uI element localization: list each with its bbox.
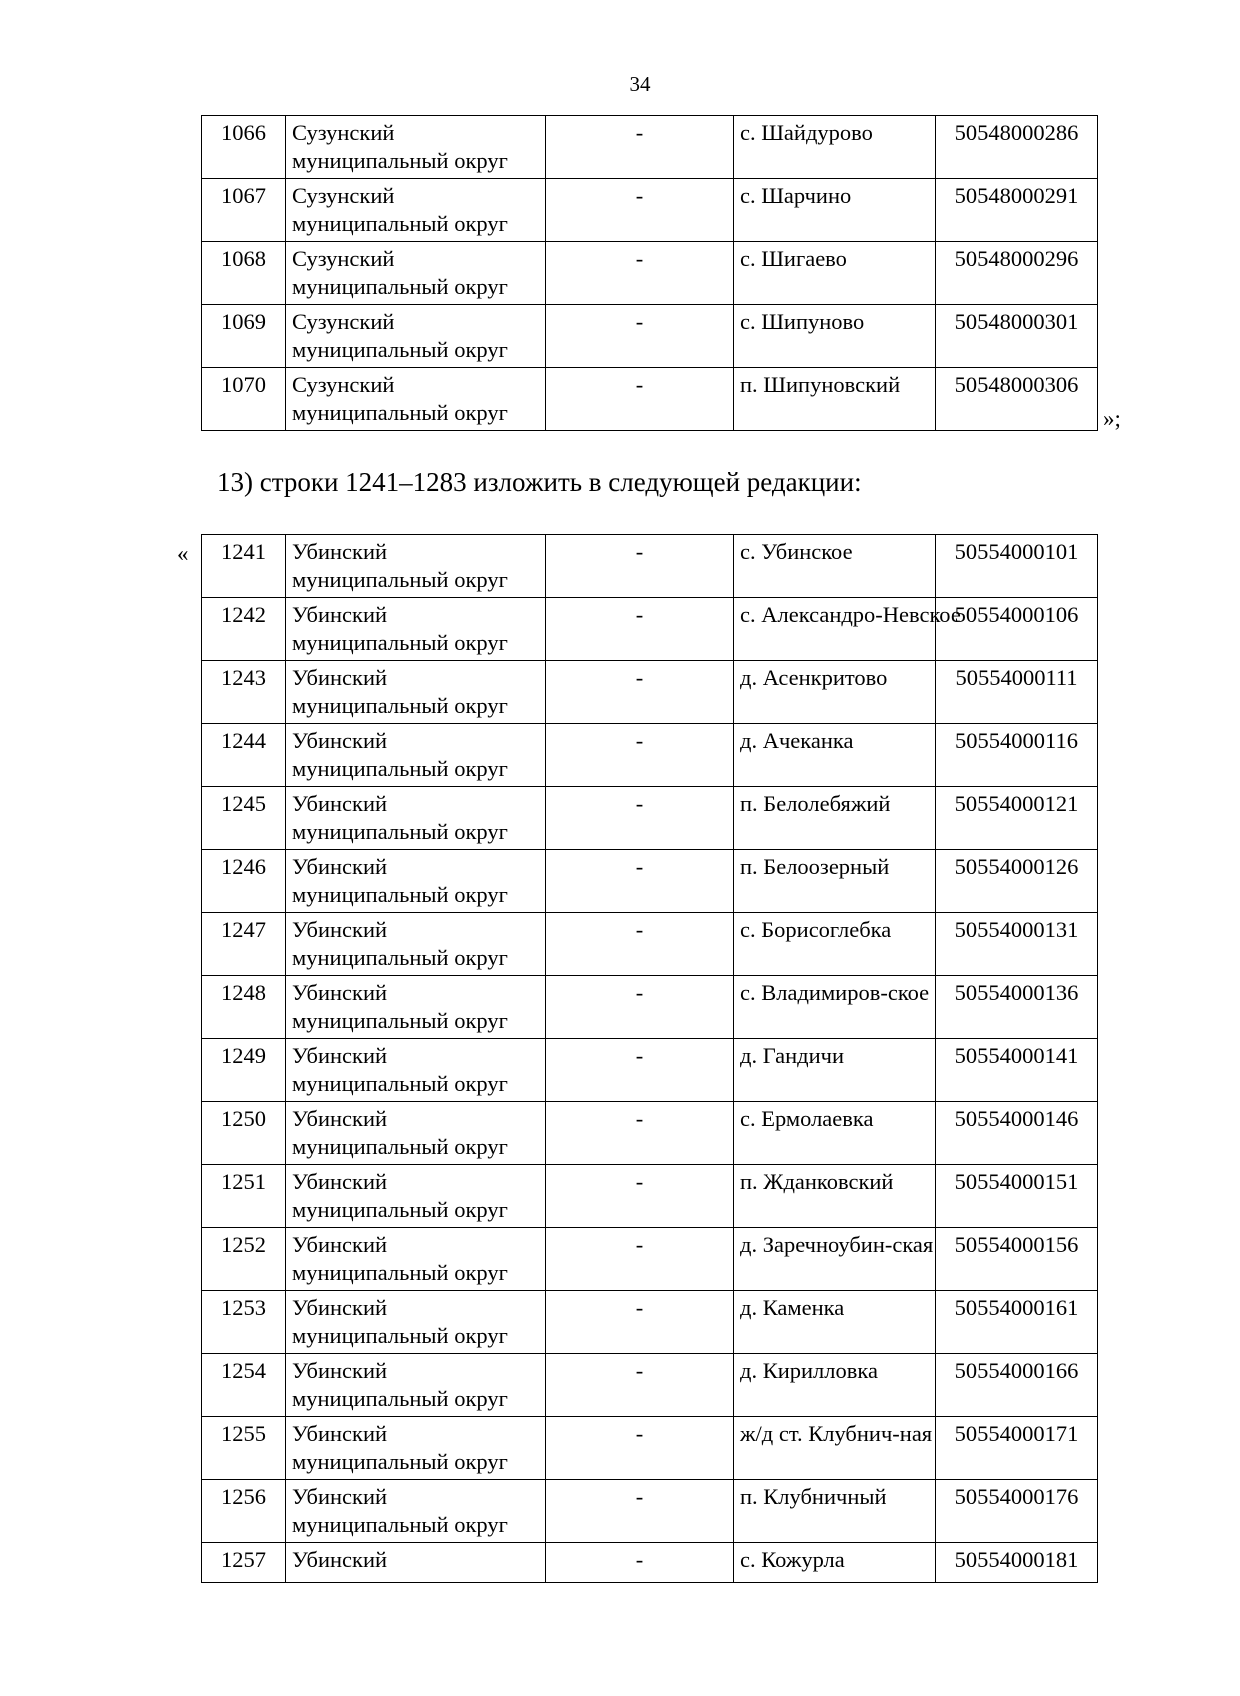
table-row xyxy=(202,1354,1098,1417)
row-number-cell: 1254 xyxy=(202,1354,286,1417)
district-name: Убинский xyxy=(292,1484,388,1509)
district-cell xyxy=(286,242,546,305)
oktmo-code-cell: 50548000306 xyxy=(936,368,1098,431)
settlements-table-bottom-body xyxy=(202,535,1098,1583)
empty-dash-cell: - xyxy=(546,535,734,598)
district-type: муниципальный округ xyxy=(292,1197,508,1222)
district-type: муниципальный округ xyxy=(292,1449,508,1474)
table-row xyxy=(202,305,1098,368)
oktmo-code-cell: 50554000101 xyxy=(936,535,1098,598)
district-name: Убинский xyxy=(292,1421,388,1446)
district-type: муниципальный округ xyxy=(292,1386,508,1411)
settlement-cell: п. Жданковский xyxy=(734,1165,936,1228)
empty-dash-cell: - xyxy=(546,724,734,787)
district-name: Сузунский xyxy=(292,309,395,334)
row-number-cell: 1252 xyxy=(202,1228,286,1291)
district-type: муниципальный округ xyxy=(292,693,508,718)
district-name: Убинский xyxy=(292,1043,388,1068)
district-type: муниципальный округ xyxy=(292,630,508,655)
district-name: Убинский xyxy=(292,602,388,627)
row-number-cell: 1250 xyxy=(202,1102,286,1165)
district-name: Убинский xyxy=(292,917,388,942)
table-row xyxy=(202,1291,1098,1354)
district-cell xyxy=(286,305,546,368)
district-type: муниципальный округ xyxy=(292,400,508,425)
district-type: муниципальный округ xyxy=(292,945,508,970)
district-cell xyxy=(286,850,546,913)
row-number-cell: 1256 xyxy=(202,1480,286,1543)
row-number-cell: 1245 xyxy=(202,787,286,850)
district-cell xyxy=(286,598,546,661)
empty-dash-cell: - xyxy=(546,242,734,305)
oktmo-code-cell: 50554000146 xyxy=(936,1102,1098,1165)
district-name: Убинский xyxy=(292,1547,388,1572)
empty-dash-cell: - xyxy=(546,787,734,850)
empty-dash-cell: - xyxy=(546,179,734,242)
district-name: Убинский xyxy=(292,665,388,690)
district-name: Убинский xyxy=(292,1106,388,1131)
district-name: Сузунский xyxy=(292,120,395,145)
oktmo-code-cell: 50554000181 xyxy=(936,1543,1098,1583)
district-cell xyxy=(286,913,546,976)
row-number-cell: 1241 xyxy=(202,535,286,598)
table-row xyxy=(202,1417,1098,1480)
table-row xyxy=(202,1228,1098,1291)
table-row xyxy=(202,535,1098,598)
oktmo-code-cell: 50554000126 xyxy=(936,850,1098,913)
settlements-table-top-body xyxy=(202,116,1098,431)
district-name: Сузунский xyxy=(292,183,395,208)
closing-quote-mark: »; xyxy=(1103,406,1121,431)
oktmo-code-cell: 50554000141 xyxy=(936,1039,1098,1102)
empty-dash-cell: - xyxy=(546,368,734,431)
row-number-cell: 1069 xyxy=(202,305,286,368)
empty-dash-cell: - xyxy=(546,1354,734,1417)
settlement-cell: с. Шигаево xyxy=(734,242,936,305)
district-cell xyxy=(286,1417,546,1480)
table-row xyxy=(202,368,1098,431)
opening-quote-mark: « xyxy=(177,541,189,566)
row-number-cell: 1246 xyxy=(202,850,286,913)
settlement-cell: с. Шарчино xyxy=(734,179,936,242)
empty-dash-cell: - xyxy=(546,1102,734,1165)
district-name: Убинский xyxy=(292,854,388,879)
district-name: Убинский xyxy=(292,728,388,753)
row-number-cell: 1067 xyxy=(202,179,286,242)
amendment-instruction: 13) строки 1241–1283 изложить в следующей редакции: xyxy=(217,467,862,497)
settlement-cell: д. Каменка xyxy=(734,1291,936,1354)
table-row xyxy=(202,1165,1098,1228)
district-type: муниципальный округ xyxy=(292,756,508,781)
empty-dash-cell: - xyxy=(546,1291,734,1354)
oktmo-code-cell: 50554000116 xyxy=(936,724,1098,787)
oktmo-code-cell: 50548000296 xyxy=(936,242,1098,305)
district-name: Убинский xyxy=(292,791,388,816)
district-name: Убинский xyxy=(292,539,388,564)
row-number-cell: 1255 xyxy=(202,1417,286,1480)
settlement-cell: д. Кирилловка xyxy=(734,1354,936,1417)
table-row xyxy=(202,242,1098,305)
district-name: Сузунский xyxy=(292,372,395,397)
settlement-cell: д. Асенкритово xyxy=(734,661,936,724)
row-number-cell: 1248 xyxy=(202,976,286,1039)
district-name: Убинский xyxy=(292,980,388,1005)
row-number-cell: 1242 xyxy=(202,598,286,661)
settlement-cell: с. Борисоглебка xyxy=(734,913,936,976)
district-type: муниципальный округ xyxy=(292,882,508,907)
settlement-cell: п. Белоозерный xyxy=(734,850,936,913)
oktmo-code-cell: 50554000131 xyxy=(936,913,1098,976)
settlement-cell: д. Заречноубин-ская xyxy=(734,1228,936,1291)
district-cell xyxy=(286,1102,546,1165)
settlement-cell: с. Шипуново xyxy=(734,305,936,368)
district-type: муниципальный округ xyxy=(292,1323,508,1348)
settlement-cell: д. Ачеканка xyxy=(734,724,936,787)
table-row xyxy=(202,661,1098,724)
district-type: муниципальный округ xyxy=(292,567,508,592)
district-cell xyxy=(286,1039,546,1102)
district-cell xyxy=(286,661,546,724)
empty-dash-cell: - xyxy=(546,1039,734,1102)
district-cell xyxy=(286,724,546,787)
empty-dash-cell: - xyxy=(546,1543,734,1583)
row-number-cell: 1243 xyxy=(202,661,286,724)
oktmo-code-cell: 50554000171 xyxy=(936,1417,1098,1480)
oktmo-code-cell: 50554000156 xyxy=(936,1228,1098,1291)
district-type: муниципальный округ xyxy=(292,148,508,173)
table-row xyxy=(202,913,1098,976)
district-name: Убинский xyxy=(292,1169,388,1194)
district-type: муниципальный округ xyxy=(292,274,508,299)
empty-dash-cell: - xyxy=(546,976,734,1039)
oktmo-code-cell: 50554000106 xyxy=(936,598,1098,661)
oktmo-code-cell: 50548000286 xyxy=(936,116,1098,179)
district-type: муниципальный округ xyxy=(292,1071,508,1096)
empty-dash-cell: - xyxy=(546,1417,734,1480)
district-cell xyxy=(286,116,546,179)
district-cell xyxy=(286,1291,546,1354)
table-row xyxy=(202,787,1098,850)
settlements-table-top xyxy=(201,115,1098,431)
page-number: 34 xyxy=(629,72,651,96)
empty-dash-cell: - xyxy=(546,116,734,179)
district-name: Убинский xyxy=(292,1295,388,1320)
oktmo-code-cell: 50554000166 xyxy=(936,1354,1098,1417)
settlement-cell: д. Гандичи xyxy=(734,1039,936,1102)
table-row xyxy=(202,1102,1098,1165)
district-cell xyxy=(286,1480,546,1543)
table-row xyxy=(202,1543,1098,1583)
table-row xyxy=(202,724,1098,787)
settlement-cell: с. Александро-Невское xyxy=(734,598,936,661)
row-number-cell: 1244 xyxy=(202,724,286,787)
oktmo-code-cell: 50554000151 xyxy=(936,1165,1098,1228)
empty-dash-cell: - xyxy=(546,913,734,976)
empty-dash-cell: - xyxy=(546,1480,734,1543)
row-number-cell: 1068 xyxy=(202,242,286,305)
empty-dash-cell: - xyxy=(546,1228,734,1291)
table-row xyxy=(202,598,1098,661)
table-row xyxy=(202,850,1098,913)
row-number-cell: 1249 xyxy=(202,1039,286,1102)
row-number-cell: 1066 xyxy=(202,116,286,179)
district-type: муниципальный округ xyxy=(292,1512,508,1537)
row-number-cell: 1070 xyxy=(202,368,286,431)
row-number-cell: 1257 xyxy=(202,1543,286,1583)
table-row xyxy=(202,1480,1098,1543)
settlement-cell: с. Кожурла xyxy=(734,1543,936,1583)
settlement-cell: п. Клубничный xyxy=(734,1480,936,1543)
district-name: Убинский xyxy=(292,1358,388,1383)
district-name: Убинский xyxy=(292,1232,388,1257)
oktmo-code-cell: 50554000176 xyxy=(936,1480,1098,1543)
empty-dash-cell: - xyxy=(546,1165,734,1228)
row-number-cell: 1253 xyxy=(202,1291,286,1354)
empty-dash-cell: - xyxy=(546,850,734,913)
row-number-cell: 1251 xyxy=(202,1165,286,1228)
settlements-table-bottom xyxy=(201,534,1098,1583)
oktmo-code-cell: 50548000301 xyxy=(936,305,1098,368)
oktmo-code-cell: 50554000121 xyxy=(936,787,1098,850)
settlement-cell: п. Шипуновский xyxy=(734,368,936,431)
district-name: Сузунский xyxy=(292,246,395,271)
district-cell xyxy=(286,179,546,242)
district-type: муниципальный округ xyxy=(292,819,508,844)
district-cell xyxy=(286,368,546,431)
district-cell xyxy=(286,1543,546,1583)
empty-dash-cell: - xyxy=(546,661,734,724)
district-type: муниципальный округ xyxy=(292,337,508,362)
table-row xyxy=(202,1039,1098,1102)
oktmo-code-cell: 50548000291 xyxy=(936,179,1098,242)
district-type: муниципальный округ xyxy=(292,1260,508,1285)
row-number-cell: 1247 xyxy=(202,913,286,976)
district-cell xyxy=(286,1165,546,1228)
settlement-cell: с. Убинское xyxy=(734,535,936,598)
district-type: муниципальный округ xyxy=(292,211,508,236)
empty-dash-cell: - xyxy=(546,305,734,368)
district-type: муниципальный округ xyxy=(292,1008,508,1033)
oktmo-code-cell: 50554000136 xyxy=(936,976,1098,1039)
district-cell xyxy=(286,976,546,1039)
settlement-cell: с. Шайдурово xyxy=(734,116,936,179)
table-row xyxy=(202,179,1098,242)
district-cell xyxy=(286,1228,546,1291)
empty-dash-cell: - xyxy=(546,598,734,661)
settlement-cell: с. Владимиров-ское xyxy=(734,976,936,1039)
table-row xyxy=(202,976,1098,1039)
district-type: муниципальный округ xyxy=(292,1134,508,1159)
district-cell xyxy=(286,787,546,850)
settlement-cell: п. Белолебяжий xyxy=(734,787,936,850)
table-row xyxy=(202,116,1098,179)
district-cell xyxy=(286,535,546,598)
settlement-cell: с. Ермолаевка xyxy=(734,1102,936,1165)
settlement-cell: ж/д ст. Клубнич-ная xyxy=(734,1417,936,1480)
district-cell xyxy=(286,1354,546,1417)
oktmo-code-cell: 50554000161 xyxy=(936,1291,1098,1354)
oktmo-code-cell: 50554000111 xyxy=(936,661,1098,724)
